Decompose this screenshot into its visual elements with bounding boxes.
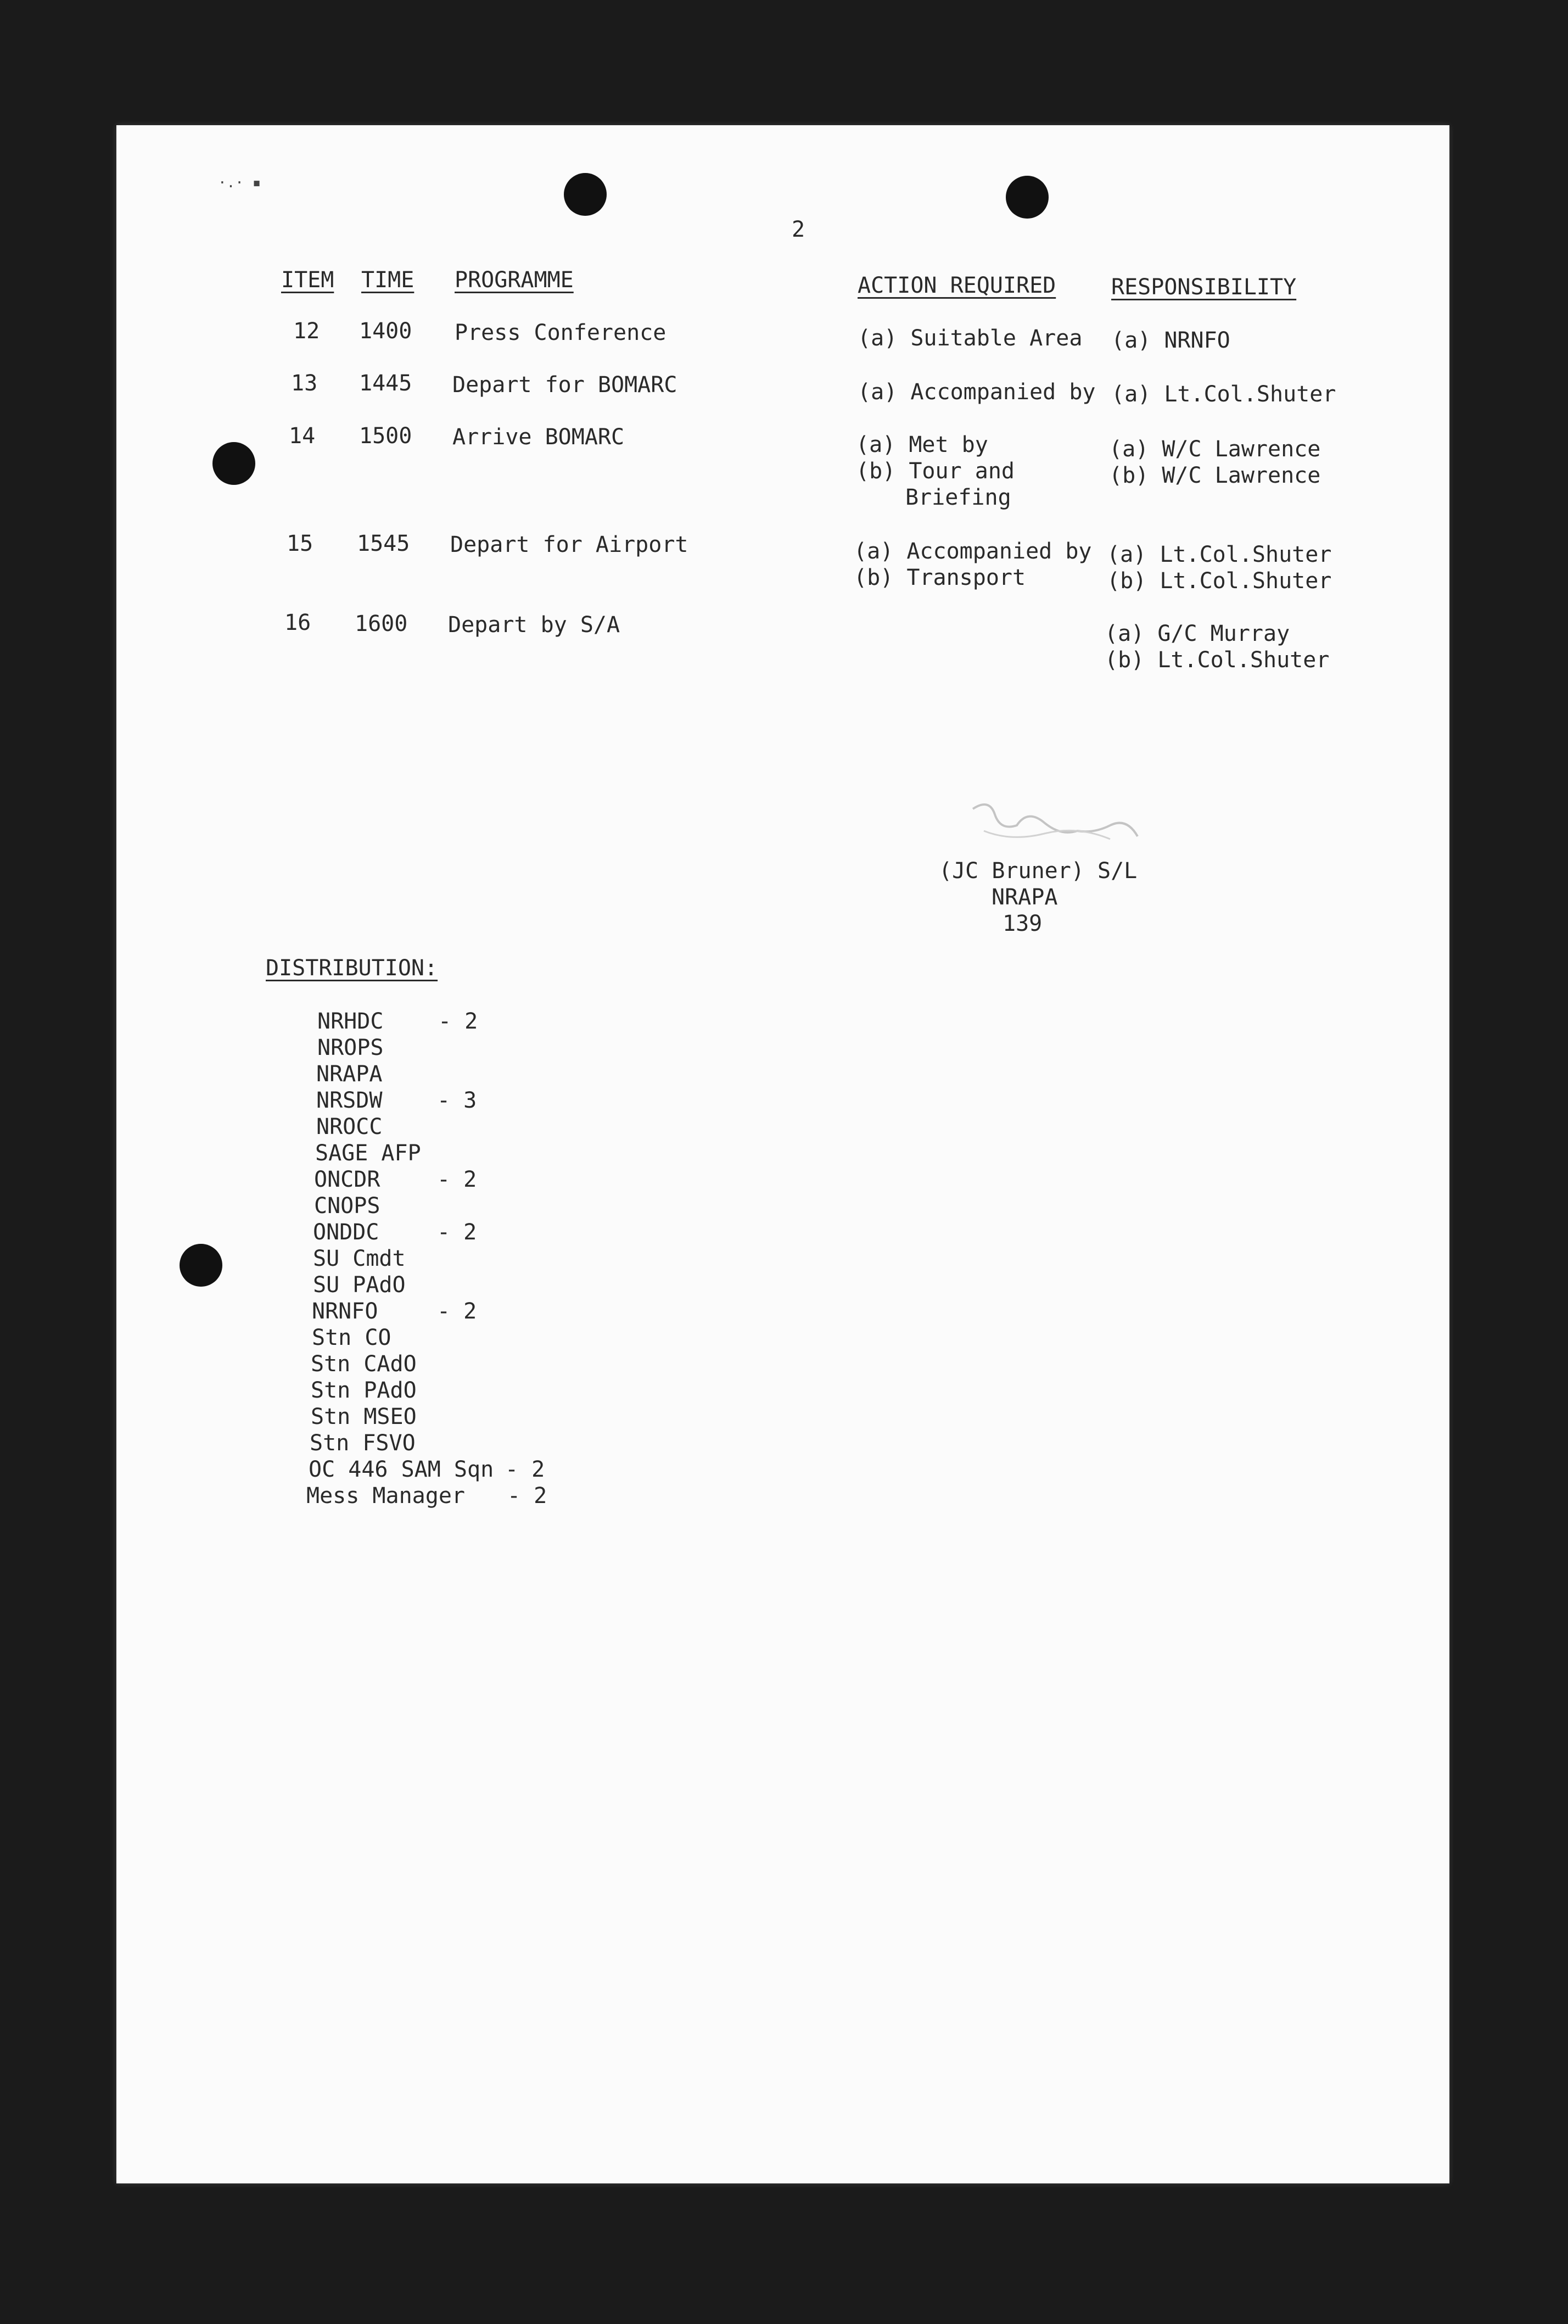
row-action: (a) Suitable Area (858, 326, 1083, 351)
row-responsibility: (a) Lt.Col.Shuter (1111, 382, 1336, 407)
document-number: 139 (1003, 911, 1043, 936)
row-item: 15 (287, 531, 313, 556)
header-item: ITEM (281, 267, 334, 293)
signature-scribble (962, 792, 1149, 853)
distribution-count: - 2 (437, 1220, 477, 1245)
distribution-name: NRSDW (316, 1088, 383, 1113)
header-responsibility: RESPONSIBILITY (1111, 275, 1297, 300)
distribution-name: Stn MSEO (311, 1404, 417, 1429)
row-time: 1445 (359, 371, 412, 396)
row-time: 1600 (355, 611, 408, 636)
header-time: TIME (361, 267, 415, 293)
distribution-title: DISTRIBUTION: (266, 956, 438, 981)
signatory-office: NRAPA (992, 885, 1058, 910)
distribution-name: SU PAdO (313, 1272, 406, 1298)
distribution-name: NROCC (316, 1114, 383, 1139)
distribution-name: Stn FSVO (310, 1431, 416, 1456)
distribution-name: SAGE AFP (315, 1141, 421, 1166)
document-page (116, 125, 1449, 2183)
signatory-name: (JC Bruner) S/L (939, 858, 1138, 884)
row-responsibility: (b) W/C Lawrence (1109, 463, 1321, 488)
row-programme: Depart for BOMARC (452, 372, 677, 398)
header-action-required: ACTION REQUIRED (858, 273, 1056, 298)
row-programme: Depart by S/A (448, 612, 620, 638)
distribution-name: Stn CO (312, 1325, 391, 1350)
header-programme: PROGRAMME (455, 267, 574, 293)
row-time: 1545 (357, 531, 410, 556)
distribution-count: - 2 (505, 1457, 545, 1482)
row-programme: Depart for Airport (450, 532, 688, 557)
distribution-name: NRNFO (312, 1299, 378, 1324)
row-programme: Press Conference (455, 320, 667, 345)
page-number: 2 (792, 217, 805, 242)
distribution-count: - 2 (438, 1009, 478, 1034)
distribution-name: Stn PAdO (311, 1378, 417, 1403)
distribution-count: - 2 (437, 1167, 477, 1192)
row-item: 13 (291, 371, 318, 396)
row-responsibility: (a) NRNFO (1111, 328, 1230, 353)
row-responsibility: (a) W/C Lawrence (1109, 437, 1321, 462)
row-action: (a) Accompanied by (854, 539, 1092, 564)
punch-hole-middle-left (212, 442, 255, 485)
row-action: (a) Met by (856, 432, 988, 457)
distribution-count: - 2 (507, 1483, 547, 1509)
distribution-count: - 2 (437, 1299, 477, 1324)
row-responsibility: (b) Lt.Col.Shuter (1107, 568, 1332, 594)
punch-hole-top-right (1006, 176, 1049, 219)
row-item: 14 (289, 423, 316, 449)
distribution-name: NROPS (317, 1035, 384, 1060)
row-responsibility: (a) G/C Murray (1105, 621, 1290, 646)
row-time: 1400 (359, 319, 412, 344)
row-action: (a) Accompanied by (858, 379, 1096, 405)
distribution-name: ONCDR (314, 1167, 380, 1192)
row-action: Briefing (905, 485, 1011, 510)
row-action: (b) Transport (854, 565, 1026, 590)
distribution-name: NRAPA (316, 1062, 383, 1087)
row-responsibility: (b) Lt.Col.Shuter (1105, 647, 1330, 673)
distribution-name: Mess Manager (306, 1483, 465, 1509)
row-item: 16 (284, 610, 311, 635)
row-action: (b) Tour and (856, 459, 1015, 484)
row-programme: Arrive BOMARC (452, 424, 625, 450)
distribution-name: NRHDC (317, 1009, 384, 1034)
distribution-name: SU Cmdt (313, 1246, 406, 1271)
distribution-name: CNOPS (314, 1193, 380, 1219)
row-item: 12 (293, 319, 320, 344)
distribution-count: - 3 (437, 1088, 477, 1113)
punch-hole-bottom-left (180, 1244, 222, 1287)
row-time: 1500 (359, 423, 412, 449)
distribution-name: Stn CAdO (311, 1351, 417, 1377)
distribution-name: OC 446 SAM Sqn (309, 1457, 494, 1482)
paper-speck-marks: ·.· ▪ (218, 175, 261, 191)
punch-hole-top-left (564, 173, 607, 216)
row-responsibility: (a) Lt.Col.Shuter (1107, 542, 1332, 567)
distribution-name: ONDDC (313, 1220, 379, 1245)
